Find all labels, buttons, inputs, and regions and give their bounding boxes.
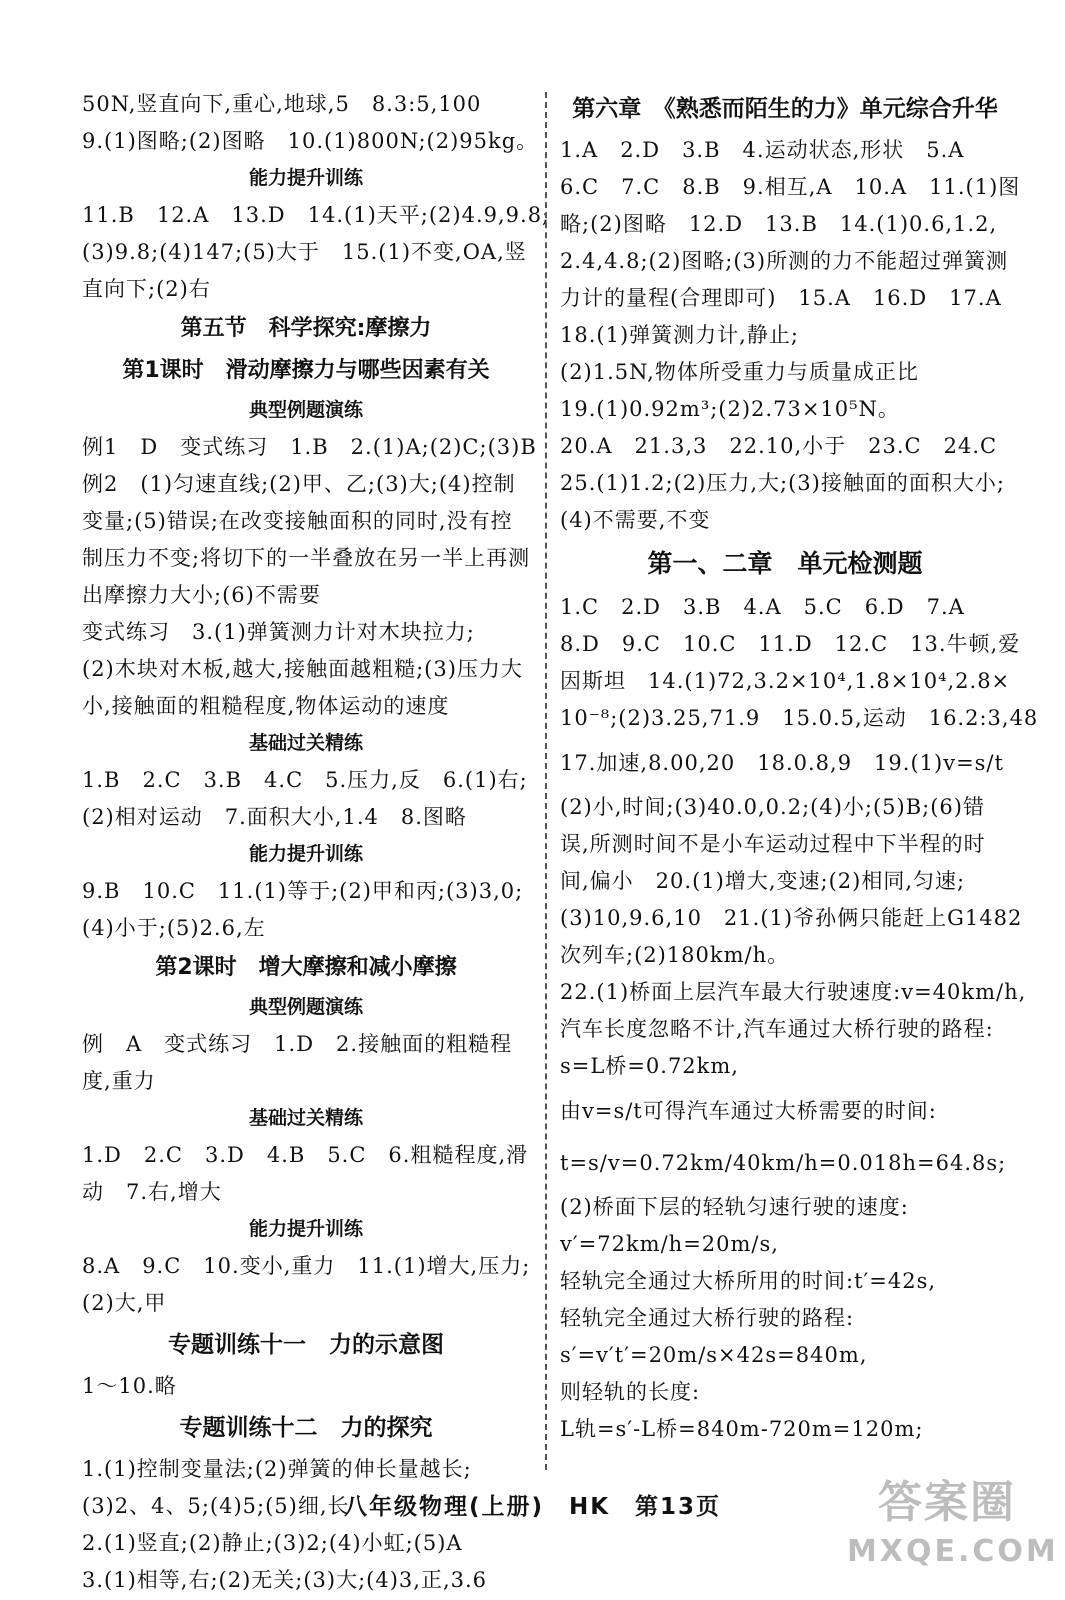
answer-line: 度,重力 (82, 1069, 156, 1093)
section-heading: 第2课时 增大摩擦和减小摩擦 (155, 955, 457, 980)
answer-line: 力计的量程(合理即可) 15.A 16.D 17.A (560, 286, 1002, 310)
answer-line: 小,接触面的粗糙程度,物体运动的速度 (82, 694, 450, 718)
answer-line: (3)2、4、5;(4)5;(5)细,长 (82, 1494, 350, 1518)
answer-line: 略;(2)图略 12.D 13.B 14.(1)0.6,1.2, (560, 212, 998, 236)
answer-line: 间,偏小 20.(1)增大,变速;(2)相同,匀速; (560, 869, 966, 893)
answer-line: 2.4,4.8;(2)图略;(3)所测的力不能超过弹簧测 (560, 249, 1009, 273)
formula-line: t=s/v=0.72km/40km/h=0.018h=64.8s; (560, 1151, 1007, 1175)
answer-line: 则轻轨的长度: (560, 1380, 701, 1404)
column-divider (545, 92, 547, 1470)
subsection-heading: 基础过关精练 (248, 1107, 363, 1129)
subsection-heading: 基础过关精练 (248, 732, 363, 754)
answer-line: v′=72km/h=20m/s, (560, 1232, 779, 1256)
subsection-heading: 能力提升训练 (248, 843, 363, 865)
answer-line: 1.(1)控制变量法;(2)弹簧的伸长量越长; (82, 1457, 472, 1481)
answer-line: 汽车长度忽略不计,汽车通过大桥行驶的路程: (560, 1017, 994, 1041)
answer-line: (2)桥面下层的轻轨匀速行驶的速度: (560, 1195, 909, 1219)
subsection-heading: 能力提升训练 (248, 1218, 363, 1240)
watermark-main-text: 答案圈 (878, 1477, 1016, 1528)
page-footer: 八年级物理(上册) HK 第13页 (343, 1494, 722, 1520)
answer-line: 出摩擦力大小;(6)不需要 (82, 583, 321, 607)
answer-line: 因斯坦 14.(1)72,3.2×10⁴,1.8×10⁴,2.8× (560, 669, 1011, 693)
answer-line: (2)相对运动 7.面积大小,1.4 8.图略 (82, 805, 467, 829)
answer-line: 例 A 变式练习 1.D 2.接触面的粗糙程 (82, 1032, 513, 1056)
answer-line: 变量;(5)错误;在改变接触面积的同时,没有控 (82, 509, 513, 533)
section-heading: 第五节 科学探究:摩擦力 (180, 316, 432, 341)
answer-line: (2)大,甲 (82, 1291, 167, 1315)
answer-line: 直向下;(2)右 (82, 277, 211, 301)
answer-line: (3)9.8;(4)147;(5)大于 15.(1)不变,OA,竖 (82, 240, 527, 264)
section-heading: 第1课时 滑动摩擦力与哪些因素有关 (122, 358, 490, 383)
answer-line: 10⁻⁸;(2)3.25,71.9 15.0.5,运动 16.2:3,48 (560, 706, 1039, 730)
answer-line: 动 7.右,增大 (82, 1180, 222, 1204)
answer-line: 轻轨完全通过大桥所用的时间:t′=42s, (560, 1269, 937, 1293)
subsection-heading: 典型例题演练 (248, 399, 363, 421)
answer-line: 50N,竖直向下,重心,地球,5 8.3:5,100 (82, 92, 482, 116)
answer-line: 制压力不变;将切下的一半叠放在另一半上再测 (82, 546, 531, 570)
answer-line: 20.A 21.3,3 22.10,小于 23.C 24.C (560, 434, 998, 458)
answer-line: 19.(1)0.92m³;(2)2.73×10⁵N。 (560, 397, 900, 421)
answer-line: (2)1.5N,物体所受重力与质量成正比 (560, 360, 919, 384)
answer-line: 1～10.略 (82, 1374, 177, 1398)
unit-test-heading: 第一、二章 单元检测题 (647, 549, 923, 578)
answer-line: 1.D 2.C 3.D 4.B 5.C 6.粗糙程度,滑 (82, 1143, 529, 1167)
answer-line: 1.B 2.C 3.B 4.C 5.压力,反 6.(1)右; (82, 768, 528, 792)
right-column (560, 86, 1039, 1448)
chapter-heading: 专题训练十二 力的探究 (179, 1415, 433, 1441)
answer-line: 6.C 7.C 8.B 9.相互,A 10.A 11.(1)图 (560, 175, 1021, 199)
answer-line: 25.(1)1.2;(2)压力,大;(3)接触面的面积大小; (560, 471, 1005, 495)
answer-line: 18.(1)弹簧测力计,静止; (560, 323, 799, 347)
formula-line: 由v=s/t可得汽车通过大桥需要的时间: (560, 1099, 937, 1123)
answer-line: 误,所测时间不是小车运动过程中下半程的时 (560, 832, 986, 856)
answer-line: 22.(1)桥面上层汽车最大行驶速度:v=40km/h, (560, 980, 1027, 1004)
answer-line: 3.(1)相等,右;(2)无关;(3)大;(4)3,正,3.6 (82, 1568, 488, 1592)
answer-line: L轨=s′-L桥=840m-720m=120m; (560, 1417, 924, 1441)
answer-line: (4)小于;(5)2.6,左 (82, 916, 266, 940)
answer-line: 2.(1)竖直;(2)静止;(3)2;(4)小虹;(5)A (82, 1531, 463, 1555)
answer-line: 例1 D 变式练习 1.B 2.(1)A;(2)C;(3)B (82, 435, 537, 459)
answer-line: 8.A 9.C 10.变小,重力 11.(1)增大,压力; (82, 1254, 531, 1278)
answer-line: s′=v′t′=20m/s×42s=840m, (560, 1343, 868, 1367)
answer-line: (2)小,时间;(3)40.0,0.2;(4)小;(5)B;(6)错 (560, 795, 985, 819)
answer-line: 11.B 12.A 13.D 14.(1)天平;(2)4.9,9.8; (82, 203, 551, 227)
answer-line: 8.D 9.C 10.C 11.D 12.C 13.牛顿,爱 (560, 632, 1021, 656)
answer-line: 1.A 2.D 3.B 4.运动状态,形状 5.A (560, 138, 965, 162)
formula-line: 17.加速,8.00,20 18.0.8,9 19.(1)v=s/t (560, 751, 1004, 775)
subsection-heading: 典型例题演练 (248, 996, 363, 1018)
answer-line: 次列车;(2)180km/h。 (560, 943, 790, 967)
answer-line: (3)10,9.6,10 21.(1)爷孙俩只能赶上G1482 (560, 906, 1023, 930)
answer-line: (2)木块对木板,越大,接触面越粗糙;(3)压力大 (82, 657, 523, 681)
answer-line: (4)不需要,不变 (560, 508, 711, 532)
watermark-sub-text: MXQE.COM (847, 1534, 1059, 1569)
answer-line: 变式练习 3.(1)弹簧测力计对木块拉力; (82, 620, 475, 644)
answer-line: 例2 (1)匀速直线;(2)甲、乙;(3)大;(4)控制 (82, 472, 516, 496)
subsection-heading: 能力提升训练 (248, 167, 363, 189)
watermark-logo (847, 1472, 1059, 1592)
answer-line: 9.(1)图略;(2)图略 10.(1)800N;(2)95kg。 (82, 129, 539, 153)
chapter-heading: 专题训练十一 力的示意图 (168, 1332, 444, 1358)
chapter-heading: 第六章 《熟悉而陌生的力》单元综合升华 (572, 96, 998, 122)
answer-line: 1.C 2.D 3.B 4.A 5.C 6.D 7.A (560, 595, 965, 619)
answer-line: s=L桥=0.72km, (560, 1054, 739, 1078)
answer-line: 9.B 10.C 11.(1)等于;(2)甲和丙;(3)3,0; (82, 879, 524, 903)
answer-line: 轻轨完全通过大桥行驶的路程: (560, 1306, 855, 1330)
